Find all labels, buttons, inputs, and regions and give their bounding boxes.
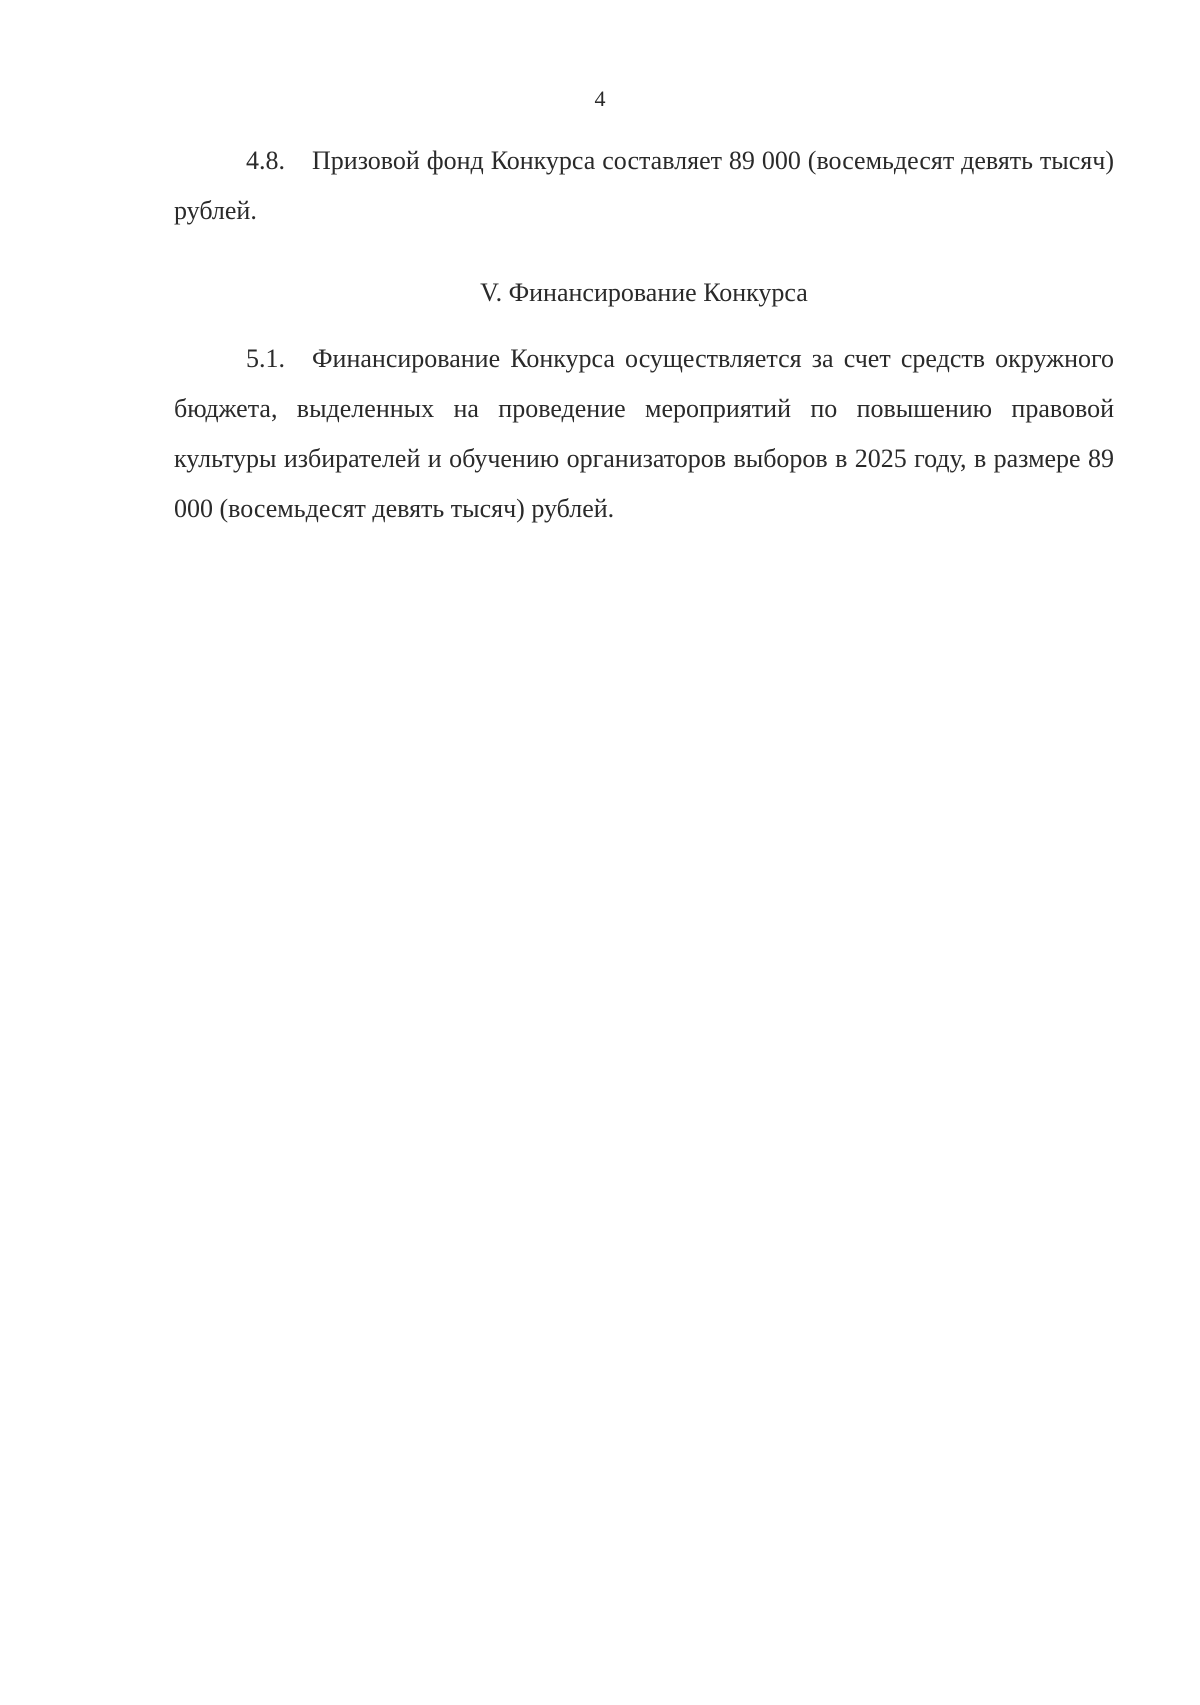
document-body bbox=[174, 136, 1114, 534]
paragraph-number: 5.1. bbox=[246, 344, 285, 373]
paragraph-text: Финансирование Конкурса осуществляется за счет средств окружного бюджета, выделенных на проведение мероприятий по повышению правовой культуры избирателей и обучению организаторов выборов в 2025 году, в размере 89 000 (восемьдесят девять тысяч) рублей. bbox=[174, 344, 1114, 523]
paragraph-number: 4.8. bbox=[246, 146, 285, 175]
paragraph-5-1 bbox=[174, 334, 1114, 534]
paragraph-text: Призовой фонд Конкурса составляет 89 000 (восемьдесят девять тысяч) рублей. bbox=[174, 146, 1114, 225]
section-heading: V. Финансирование Конкурса bbox=[480, 278, 808, 307]
paragraph-4-8 bbox=[174, 136, 1114, 236]
page-number: 4 bbox=[594, 86, 606, 111]
